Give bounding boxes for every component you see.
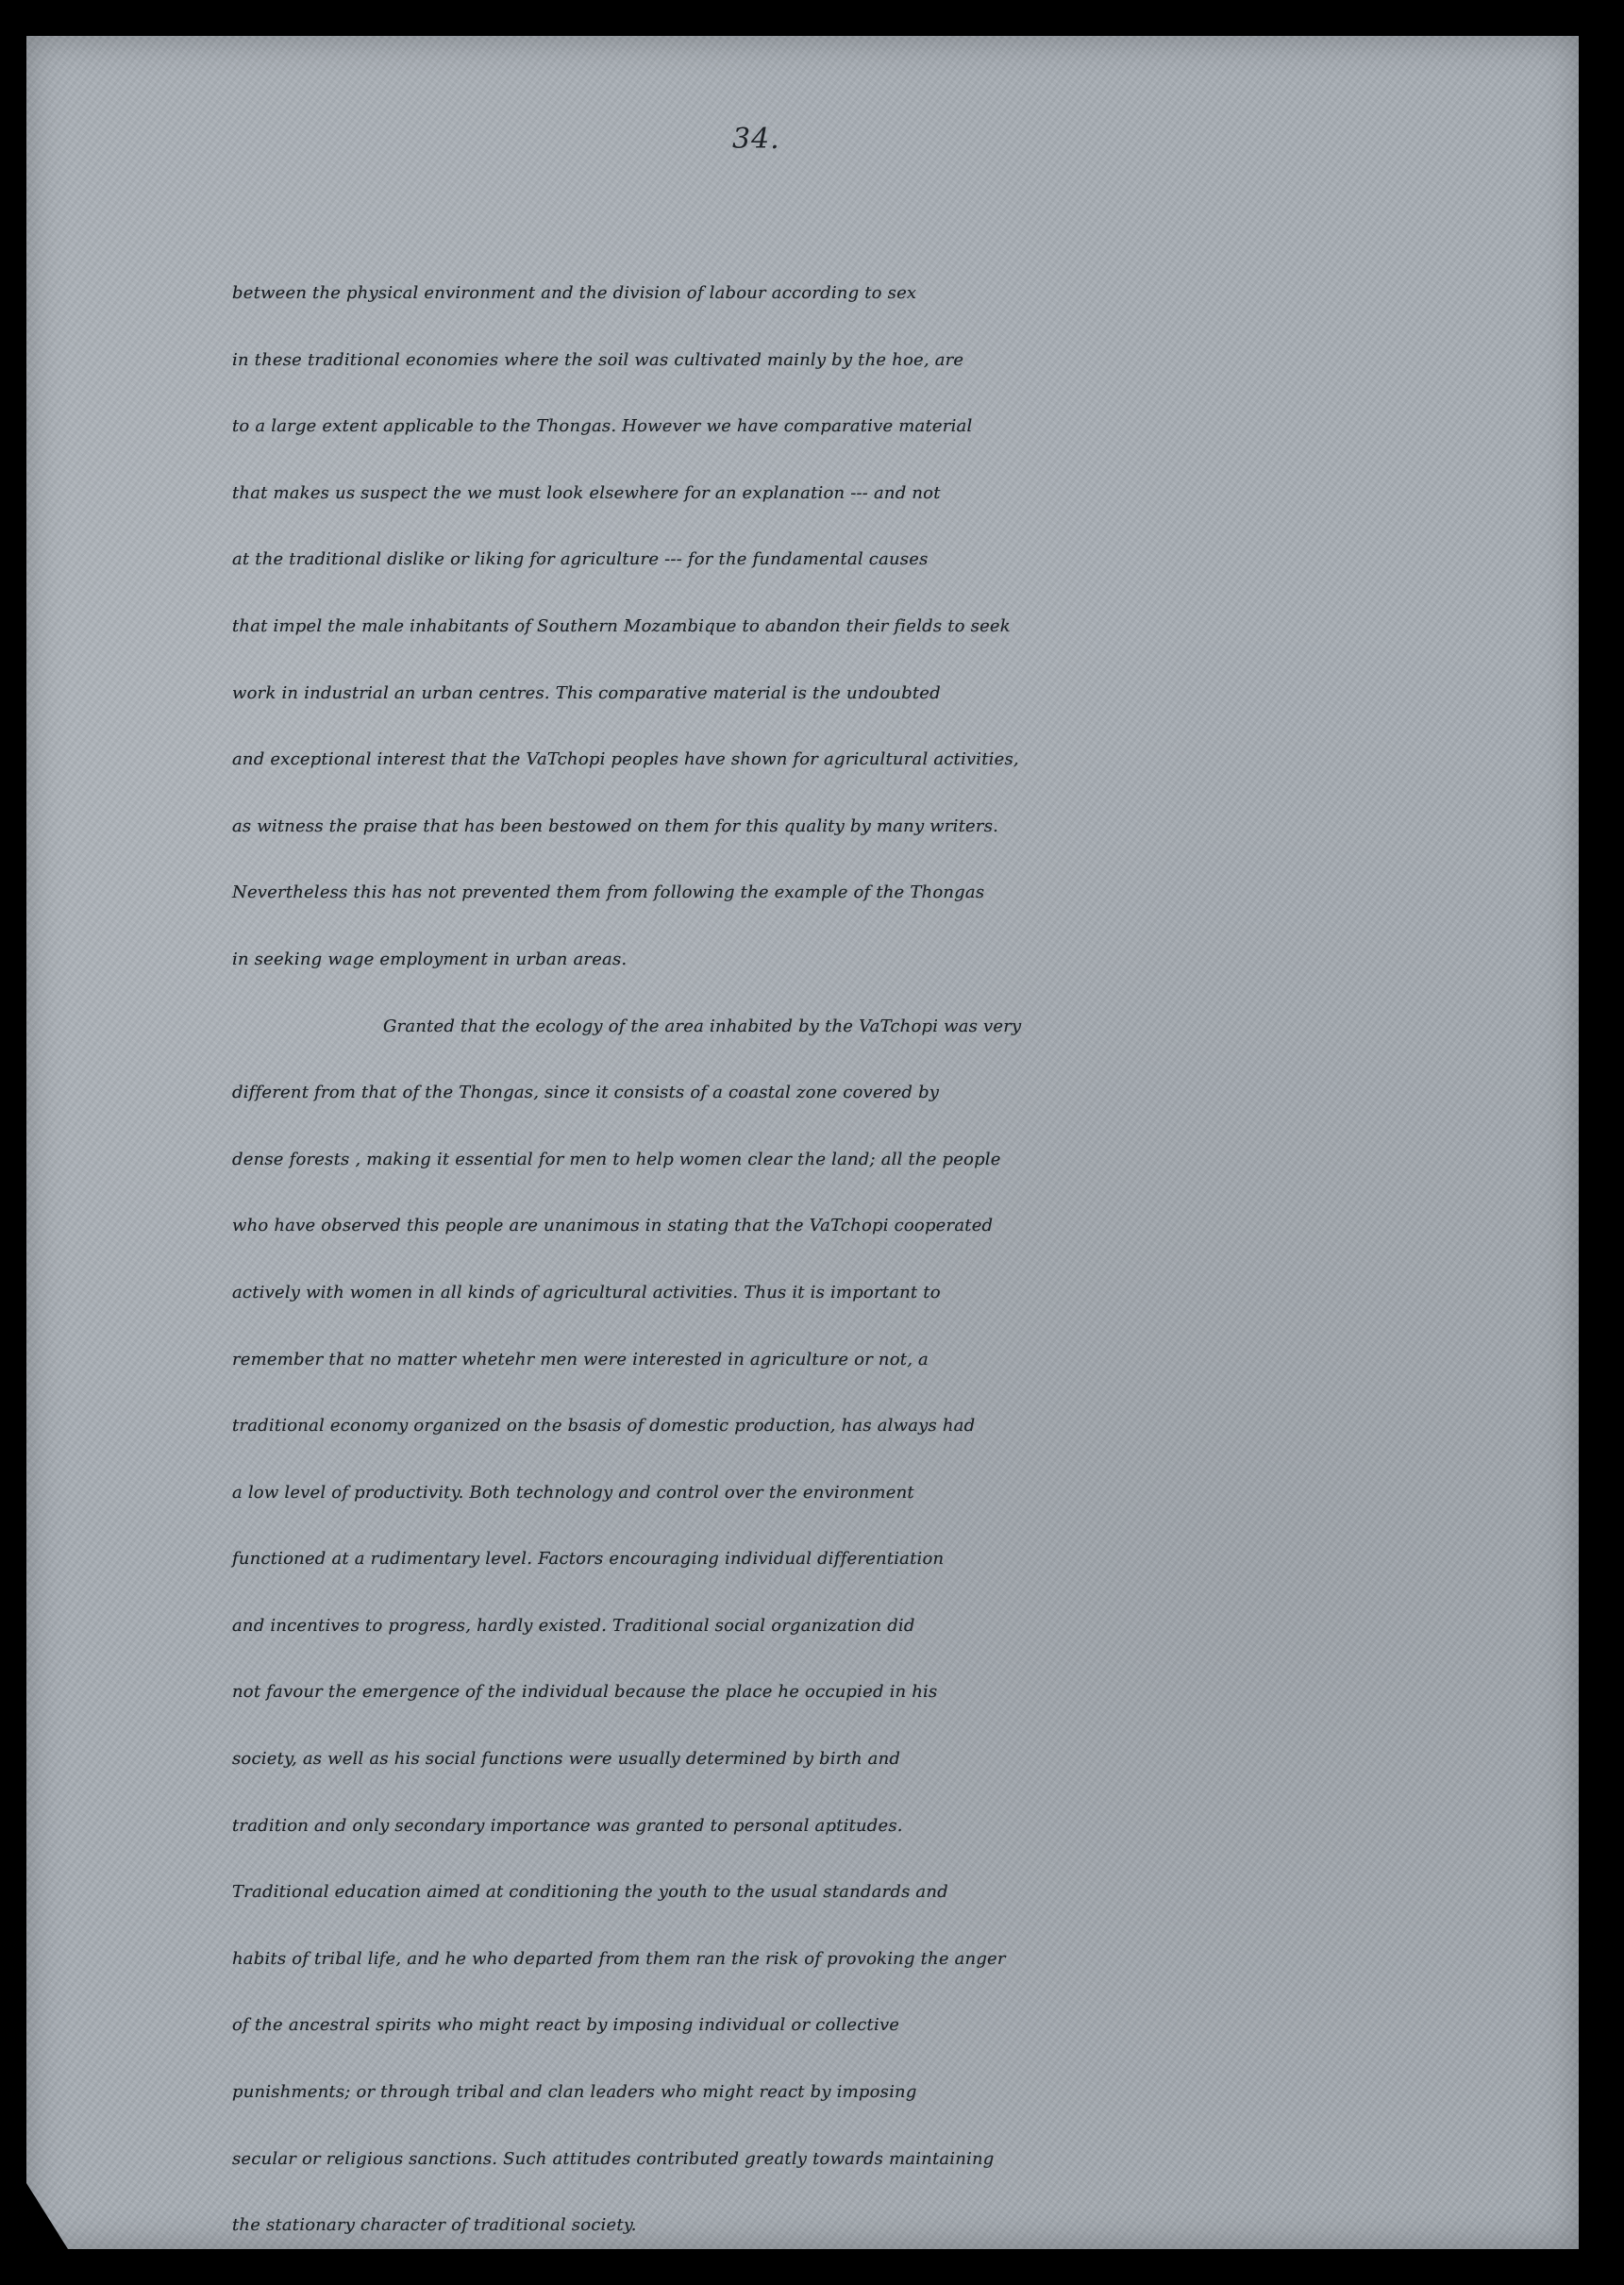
text-line: as witness the praise that has been bestowed on them for this quality by many writers. — [232, 815, 999, 836]
body-text — [232, 260, 1572, 2260]
document-page — [26, 36, 1579, 2249]
text-line: Traditional education aimed at conditioning the youth to the usual standards and — [232, 1882, 948, 1903]
text-line: of the ancestral spirits who might react by imposing individual or collective — [232, 2015, 900, 2036]
text-line: functioned at a rudimentary level. Factors encouraging individual differentiation — [232, 1549, 945, 1570]
torn-corner — [26, 2183, 68, 2249]
text-line: in seeking wage employment in urban areas. — [232, 949, 628, 969]
text-line: tradition and only secondary importance was granted to personal aptitudes. — [232, 1815, 903, 1836]
text-line: Nevertheless this has not prevented them from following the example of the Thongas — [232, 882, 985, 903]
text-line: work in industrial an urban centres. This comparative material is the undoubted — [232, 682, 941, 703]
text-line: that makes us suspect the we must look elsewhere for an explanation --- and not — [232, 482, 941, 503]
text-line: and incentives to progress, hardly existed. Traditional social organization did — [232, 1615, 915, 1636]
text-line: the stationary character of traditional society. — [232, 2215, 637, 2236]
text-line: society, as well as his social functions were usually determined by birth and — [232, 1749, 901, 1770]
text-line: to a large extent applicable to the Thongas. However we have comparative material — [232, 416, 973, 437]
text-line: a low level of productivity. Both technology and control over the environment — [232, 1482, 914, 1503]
text-line: that impel the male inhabitants of Southern Mozambique to abandon their fields to seek — [232, 615, 1011, 636]
text-line: not favour the emergence of the individual because the place he occupied in his — [232, 1682, 938, 1703]
page-number: 34. — [732, 123, 780, 156]
text-line: in these traditional economies where the soil was cultivated mainly by the hoe, are — [232, 349, 964, 370]
text-line: who have observed this people are unanimous in stating that the VaTchopi cooperated — [232, 1216, 994, 1236]
text-line: remember that no matter whetehr men were interested in agriculture or not, a — [232, 1349, 929, 1369]
text-line: secular or religious sanctions. Such attitudes contributed greatly towards maintaining — [232, 2148, 995, 2169]
text-line: between the physical environment and the division of labour according to sex — [232, 283, 917, 303]
text-line: traditional economy organized on the bsasis of domestic production, has always had — [232, 1416, 976, 1437]
text-line: different from that of the Thongas, since it consists of a coastal zone covered by — [232, 1083, 940, 1103]
text-line: punishments; or through tribal and clan leaders who might react by imposing — [232, 2082, 917, 2103]
text-line: Granted that the ecology of the area inhabited by the VaTchopi was very — [383, 1016, 1022, 1036]
text-line: and exceptional interest that the VaTchopi peoples have shown for agricultural activities, — [232, 749, 1019, 770]
text-line: habits of tribal life, and he who departed from them ran the risk of provoking the anger — [232, 1948, 1006, 1969]
text-line: at the traditional dislike or liking for agriculture --- for the fundamental causes — [232, 549, 929, 570]
text-line: actively with women in all kinds of agricultural activities. Thus it is important to — [232, 1282, 941, 1302]
text-line: dense forests , making it essential for men to help women clear the land; all the people — [232, 1149, 1001, 1169]
